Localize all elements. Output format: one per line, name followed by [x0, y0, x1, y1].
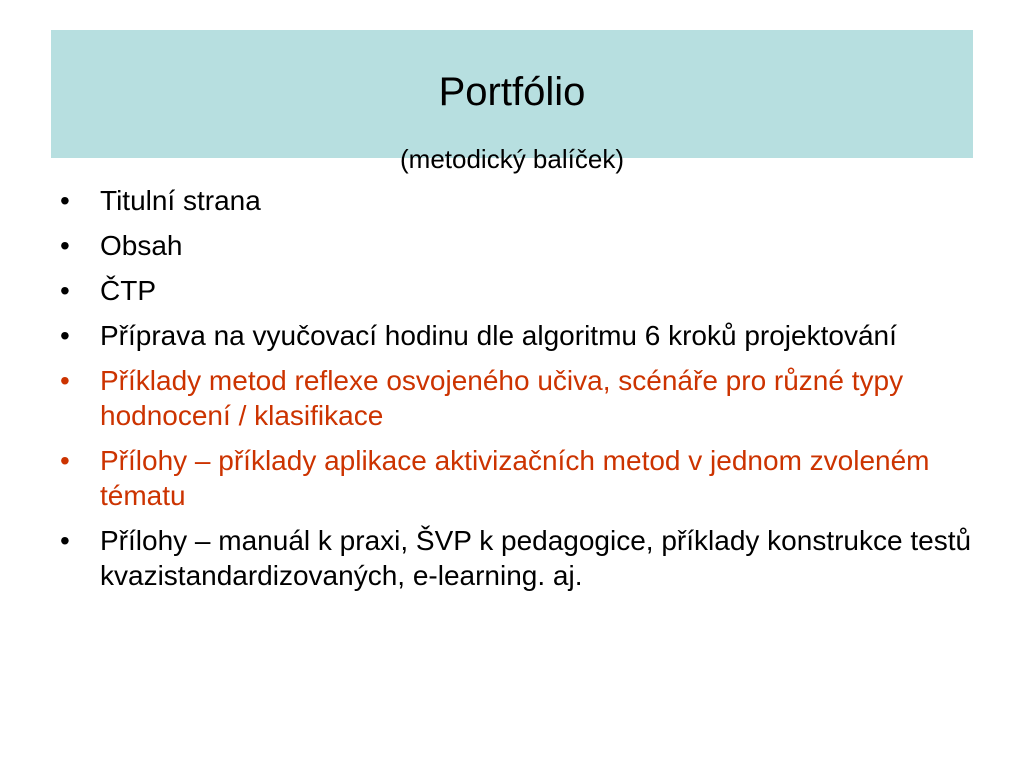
bullet-item: [60, 523, 990, 593]
bullet-text: Titulní strana: [100, 185, 261, 216]
bullet-text: Přílohy – manuál k praxi, ŠVP k pedagogice, příklady konstrukce testů kvazistandardizovaných, e-learning. aj.: [100, 525, 972, 591]
slide-subtitle: (metodický balíček): [400, 144, 624, 174]
bullet-item-highlighted: [60, 363, 990, 433]
bullet-dot-icon: •: [60, 185, 70, 216]
slide-title: Portfólio: [438, 70, 586, 114]
bullet-item: [60, 273, 990, 308]
bullet-text: Příklady metod reflexe osvojeného učiva, scénáře pro různé typy hodnocení / klasifikace: [100, 365, 904, 431]
bullet-text: Přílohy – příklady aplikace aktivizačních metod v jednom zvoleném tématu: [100, 445, 930, 511]
bullet-dot-icon: •: [60, 230, 70, 261]
bullet-text: Obsah: [100, 230, 183, 261]
bullet-dot-icon: •: [60, 320, 70, 351]
bullet-item: [60, 183, 990, 218]
bullet-item: [60, 228, 990, 263]
bullet-dot-icon: •: [60, 525, 70, 556]
bullet-dot-icon: •: [60, 445, 70, 476]
bullet-dot-icon: •: [60, 275, 70, 306]
bullet-list: [60, 183, 990, 603]
bullet-item-highlighted: [60, 443, 990, 513]
title-banner: [51, 30, 973, 174]
bullet-dot-icon: •: [60, 365, 70, 396]
bullet-text: ČTP: [100, 275, 156, 306]
bullet-text: Příprava na vyučovací hodinu dle algoritmu 6 kroků projektování: [100, 320, 897, 351]
bullet-item: [60, 318, 990, 353]
